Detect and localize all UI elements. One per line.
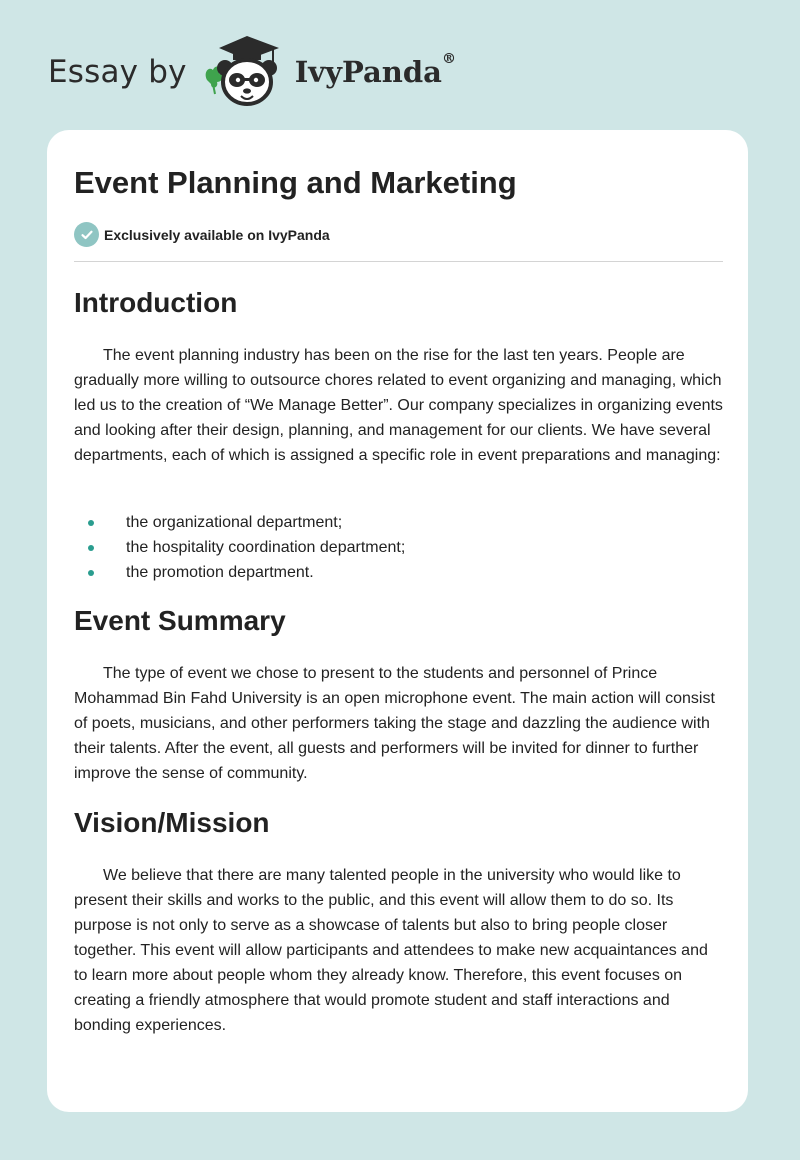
panda-graduate-icon: [201, 32, 293, 112]
bullet-dot-icon: [88, 520, 94, 526]
essay-by-label: Essay by: [48, 54, 187, 90]
exclusive-badge: [74, 222, 330, 247]
section-heading-vision-mission: Vision/Mission: [74, 807, 270, 838]
title-divider: [74, 261, 723, 262]
brand-name: IvyPanda®: [294, 51, 456, 89]
page-title: Event Planning and Marketing: [74, 165, 517, 200]
bullet-dot-icon: [88, 570, 94, 576]
checkmark-circle-icon: [74, 222, 99, 247]
section-paragraph-event-summary: The type of event we chose to present to the students and personnel of Prince Mohammad Bin Fahd University is an open microphone event. The main action will consist of poets, musicians, and other performers taking the stage and dazzling the audience with their talents. After the event, all guests and performers will be invited for dinner to further improve the sense of community.: [74, 665, 715, 782]
badge-label: Exclusively available on IvyPanda: [104, 226, 330, 243]
list-item: the hospitality coordination department;: [74, 535, 723, 560]
section-paragraph-introduction: The event planning industry has been on the rise for the last ten years. People are gradually more willing to outsource chores related to event organizing and managing, which led us to the creation of “We Manage Better”. Our company specializes in organizing events and looking after their design, planning, and management for our clients. We have several departments, each of which is assigned a specific role in event preparations and managing:: [74, 347, 723, 464]
list-item: the organizational department;: [74, 510, 723, 535]
section-paragraph-vision-mission: We believe that there are many talented people in the university who would like to present their skills and works to the public, and this event will allow them to do so. Its purpose is not only to serve as a showcase of talents but also to bring people closer together. This event will allow participants and attendees to make new acquaintances and to learn more about people whom they already know. Therefore, this event focuses on creating a friendly atmosphere that would promote student and staff interactions and bonding experiences.: [74, 867, 708, 1034]
section-heading-event-summary: Event Summary: [74, 605, 286, 636]
list-item: the promotion department.: [74, 560, 723, 585]
site-header: [48, 32, 528, 112]
departments-list: [74, 510, 723, 585]
section-heading-introduction: Introduction: [74, 287, 238, 318]
bullet-dot-icon: [88, 545, 94, 551]
essay-card: [47, 130, 748, 1112]
